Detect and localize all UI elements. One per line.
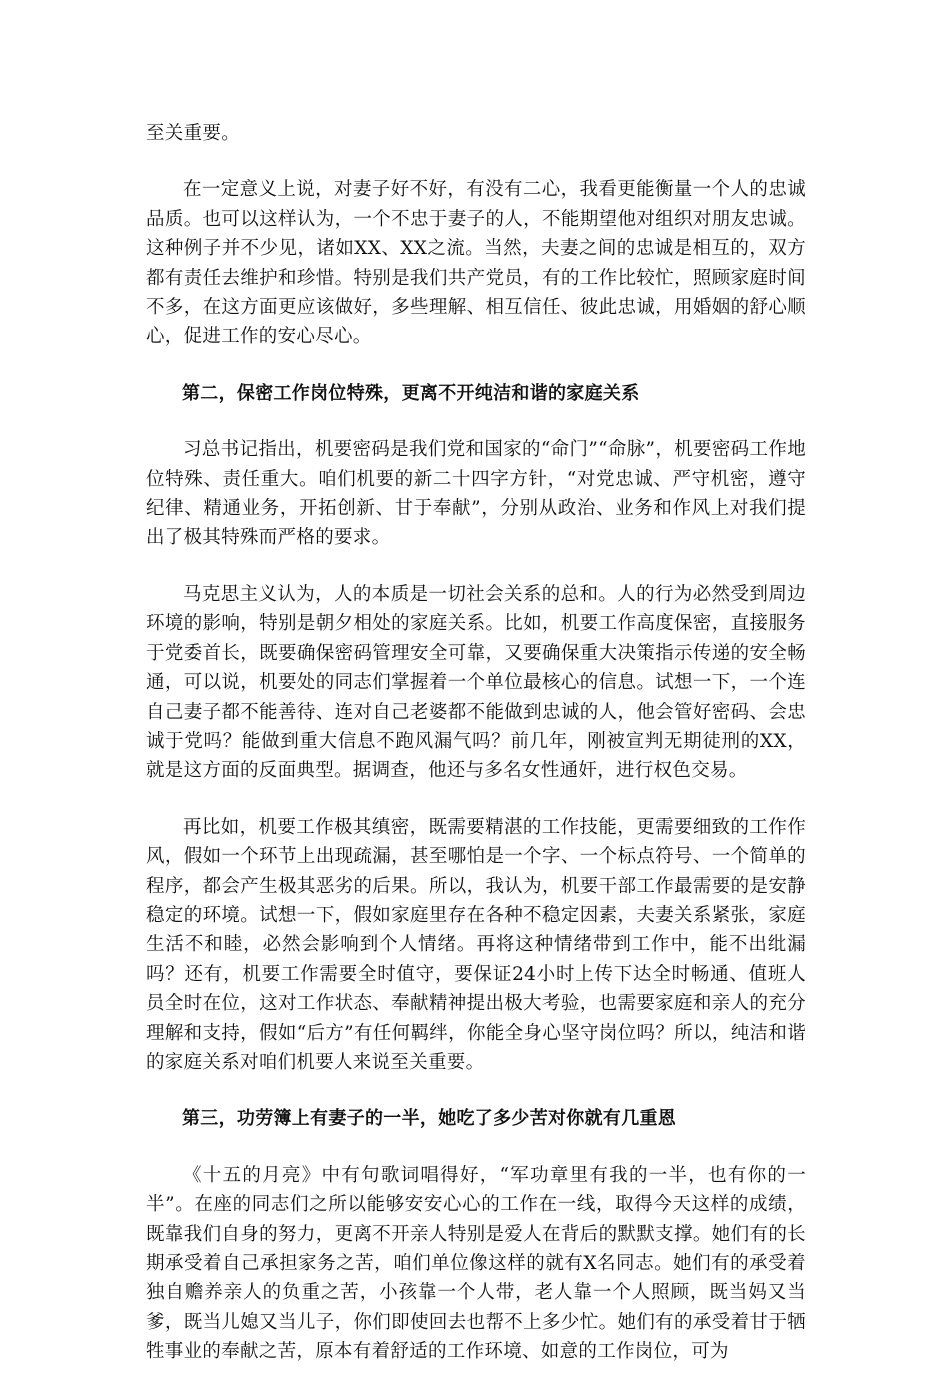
section-heading-third: 第三，功劳簿上有妻子的一半，她吃了多少苦对你就有几重恩 (182, 1108, 677, 1130)
paragraph-spouse-credit: 《十五的月亮》中有句歌词唱得好，“军功章里有我的一半，也有你的一半”。在座的同志们之所以能够安安心心的工作在一线，取得今天这样的成绩，既靠我们自身的努力，更离不开亲人特别是爱人在背后的默默支撑。她们有的长期承受着自己承担家务之苦，咱们单位像这样的就有X名同志。她们有的承受着独自赡养亲人的负重之苦，小孩靠一个人带，老人靠一个人照顾，既当妈又当爹，既当儿媳又当儿子，你们即使回去也帮不上多少忙。她们有的承受着甘于牺牲事业的奉献之苦，原本有着舒适的工作环境、如意的工作岗位，可为 (146, 1164, 806, 1363)
paragraph-confidential-work: 习总书记指出，机要密码是我们党和国家的“命门”“命脉”，机要密码工作地位特殊、责任重大。咱们机要的新二十四字方针，“对党忠诚、严守机密，遵守纪律、精通业务，开拓创新、甘于奉献”，分别从政治、业务和作风上对我们提出了极其特殊而严格的要求。 (146, 439, 806, 549)
paragraph-marxism: 马克思主义认为，人的本质是一切社会关系的总和。人的行为必然受到周边环境的影响，特别是朝夕相处的家庭关系。比如，机要工作高度保密，直接服务于党委首长，既要确保密码管理安全可靠，又要确保重大决策指示传递的安全畅通，可以说，机要处的同志们掌握着一个单位最核心的信息。试想一下，一个连自己妻子都不能善待、连对自己老婆都不能做到忠诚的人，他会管好密码、会忠诚于党吗？能做到重大信息不跑风漏气吗？前几年，刚被宣判无期徒刑的XX，就是这方面的反面典型。据调查，他还与多名女性通奸，进行权色交易。 (146, 583, 806, 782)
paragraph-continuation: 至关重要。 (146, 123, 241, 144)
document-body (146, 119, 806, 1394)
paragraph-meticulous-work: 再比如，机要工作极其缜密，既需要精湛的工作技能，更需要细致的工作作风，假如一个环节上出现疏漏，甚至哪怕是一个字、一个标点符号、一个简单的程序，都会产生极其恶劣的后果。所以，我认为，机要干部工作最需要的是安静稳定的环境。试想一下，假如家庭里存在各种不稳定因素，夫妻关系紧张，家庭生活不和睦，必然会影响到个人情绪。再将这种情绪带到工作中，能不出纰漏吗？还有，机要工作需要全时值守，要保证24小时上传下达全时畅通、值班人员全时在位，这对工作状态、奉献精神提出极大考验，也需要家庭和亲人的充分理解和支持，假如“后方”有任何羁绊，你能全身心坚守岗位吗？所以，纯洁和谐的家庭关系对咱们机要人来说至关重要。 (146, 816, 806, 1073)
paragraph-loyalty: 在一定意义上说，对妻子好不好，有没有二心，我看更能衡量一个人的忠诚品质。也可以这样认为，一个不忠于妻子的人，不能期望他对组织对朋友忠诚。这种例子并不少见，诸如XX、XX之流。当然，夫妻之间的忠诚是相互的，双方都有责任去维护和珍惜。特别是我们共产党员，有的工作比较忙，照顾家庭时间不多，在这方面更应该做好，多些理解、相互信任、彼此忠诚，用婚姻的舒心顺心，促进工作的安心尽心。 (146, 179, 806, 348)
section-heading-second: 第二，保密工作岗位特殊，更离不开纯洁和谐的家庭关系 (182, 382, 640, 404)
